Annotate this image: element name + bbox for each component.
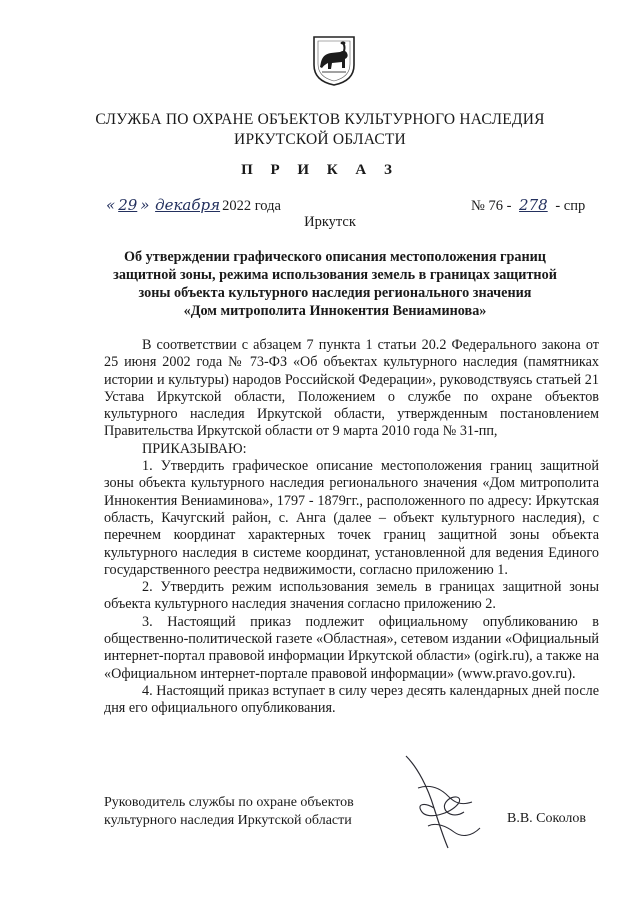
city-name: Иркутск [304, 214, 356, 230]
organization-name-line1: СЛУЖБА ПО ОХРАНЕ ОБЪЕКТОВ КУЛЬТУРНОГО НАСЛЕДИЯ [95, 111, 545, 128]
signatory-position-line1: Руководитель службы по охране объектов [104, 795, 354, 810]
date-close-quote: » [140, 196, 150, 214]
coat-of-arms-icon [312, 35, 356, 87]
organization-name-line2: ИРКУТСКОЙ ОБЛАСТИ [234, 131, 406, 148]
order-item-4: 4. Настоящий приказ вступает в силу через десять календарных дней после дня его официального опубликования. [104, 682, 599, 717]
order-number [471, 196, 585, 215]
order-item-2: 2. Утвердить режим использования земель в границах защитной зоны объекта культурного наследия значения согласно приложению 2. [104, 579, 599, 613]
order-number-suffix: - спр [555, 198, 586, 214]
signatory-name: В.В. Соколов [507, 811, 587, 826]
subject-line1: Об утверждении графического описания местоположения границ [123, 249, 546, 265]
order-item-1: 1. Утвердить графическое описание местоположения границ защитной зоны объекта культурного наследия регионального значения «Дом митрополита Иннокентия Вениаминова», 1797 - 1879гг., расположенного по адресу: Иркутская область, Качугский район, с. Анга (далее – объект культурного наследия), с перечнем координат характерных точек границ защитной зоны объекта культурного наследия в системе координат, установленной для ведения Единого государственного реестра недвижимости, согласно приложению 1. [104, 458, 599, 578]
order-number-prefix: № 76 - [471, 198, 512, 214]
order-word: ПРИКАЗЫВАЮ: [142, 440, 247, 457]
order-subject [90, 248, 580, 320]
document-type-title: П Р И К А З [241, 162, 399, 178]
preamble-paragraph: В соответствии с абзацем 7 пункта 1 статьи 20.2 Федерального закона от 25 июня 2002 года № 73-ФЗ «Об объектах культурного наследия (памятниках истории и культуры) народов Российской Федерации», руководствуясь статьей 21 Устава Иркутской области, Положением о службе по охране объектов культурного наследия Иркутской области, утвержденным постановлением Правительства Иркутской области от 9 марта 2010 года № 31-пп, [104, 337, 599, 440]
order-item-3: 3. Настоящий приказ подлежит официальному опубликованию в общественно-политической газете «Областная», сетевом издании «Официальный интернет-портал правовой информации Иркутской области» (ogirk.ru), а также на «Официальном интернет-портале правовой информации» (www.pravo.gov.ru). [104, 613, 599, 682]
order-body [104, 337, 599, 718]
order-number-value: 278 [519, 196, 548, 214]
subject-line2: защитной зоны, режима использования земель в границах защитной [113, 267, 557, 283]
handwritten-signature [388, 748, 498, 858]
subject-line4: «Дом митрополита Иннокентия Вениаминова» [183, 303, 487, 319]
order-date [106, 196, 281, 215]
date-month: декабря [155, 196, 221, 214]
date-day: 29 [118, 196, 138, 214]
signatory-position-line2: культурного наследия Иркутской области [104, 812, 352, 828]
date-open-quote: « [106, 196, 116, 214]
subject-line3: зоны объекта культурного наследия регионального значения [138, 285, 532, 301]
date-year: 2022 года [222, 198, 281, 214]
signatory-position [104, 794, 354, 829]
